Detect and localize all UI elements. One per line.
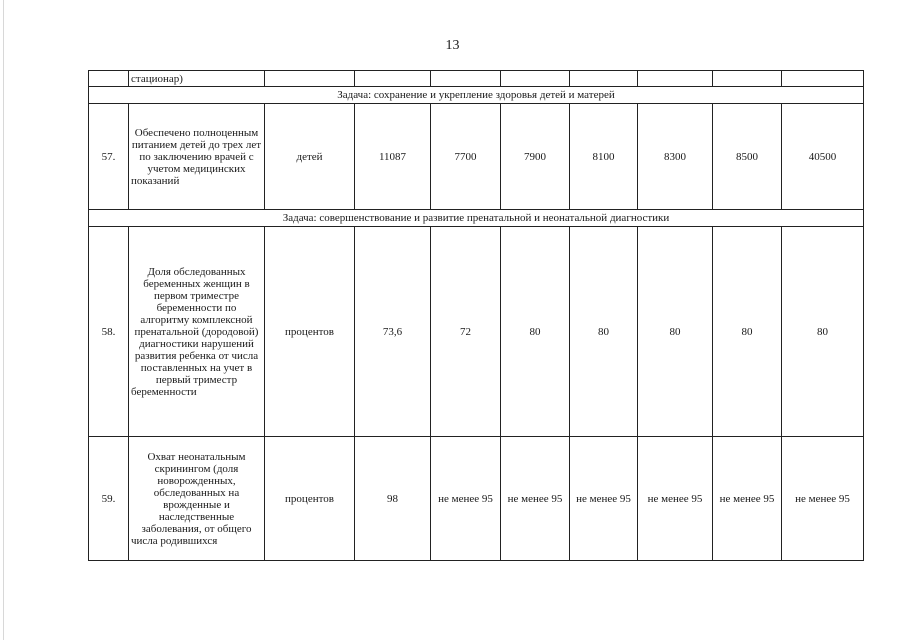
value-cell: 80 — [570, 227, 638, 437]
unit-cell: процентов — [265, 437, 355, 561]
cell-description: стационар) — [129, 71, 265, 87]
cell-empty — [265, 71, 355, 87]
row-number: 59. — [89, 437, 129, 561]
value-cell: 8300 — [638, 104, 713, 210]
indicator-description: Доля обследованных беременных женщин в первом триместре беременности по алгоритму комплексной пренатальной (дородовой) диагностики нарушений развития ребенка от числа поставленных на учет в первый триместр беременности — [129, 227, 265, 437]
value-cell: 8500 — [713, 104, 782, 210]
cell-number — [89, 71, 129, 87]
task-heading: Задача: совершенствование и развитие пренатальной и неонатальной диагностики — [89, 210, 864, 227]
cell-empty — [570, 71, 638, 87]
value-cell: 8100 — [570, 104, 638, 210]
page-number: 13 — [445, 38, 460, 53]
value-cell: не менее 95 — [570, 437, 638, 561]
value-cell: 72 — [431, 227, 501, 437]
value-cell: не менее 95 — [713, 437, 782, 561]
cell-empty — [501, 71, 570, 87]
row-number: 57. — [89, 104, 129, 210]
value-cell: 73,6 — [355, 227, 431, 437]
value-cell: 40500 — [782, 104, 864, 210]
value-cell: 80 — [638, 227, 713, 437]
indicators-table — [88, 70, 864, 561]
table-row — [89, 104, 864, 210]
table-row-continuation — [89, 71, 864, 87]
value-cell: 98 — [355, 437, 431, 561]
value-cell: 80 — [782, 227, 864, 437]
task-heading: Задача: сохранение и укрепление здоровья детей и матерей — [89, 87, 864, 104]
cell-empty — [431, 71, 501, 87]
unit-cell: процентов — [265, 227, 355, 437]
table-row — [89, 437, 864, 561]
cell-empty — [713, 71, 782, 87]
value-cell: не менее 95 — [638, 437, 713, 561]
value-cell: не менее 95 — [501, 437, 570, 561]
unit-cell: детей — [265, 104, 355, 210]
cell-empty — [638, 71, 713, 87]
value-cell: 80 — [713, 227, 782, 437]
value-cell: не менее 95 — [782, 437, 864, 561]
value-cell: не менее 95 — [431, 437, 501, 561]
cell-empty — [355, 71, 431, 87]
cell-empty — [782, 71, 864, 87]
indicator-description: Охват неонатальным скринингом (доля новорожденных, обследованных на врожденные и наследственные заболевания, от общего числа родившихся — [129, 437, 265, 561]
task-row — [89, 210, 864, 227]
table-row — [89, 227, 864, 437]
value-cell: 7900 — [501, 104, 570, 210]
value-cell: 11087 — [355, 104, 431, 210]
indicator-description: Обеспечено полноценным питанием детей до трех лет по заключению врачей с учетом медицинских показаний — [129, 104, 265, 210]
value-cell: 7700 — [431, 104, 501, 210]
scan-edge-line — [3, 0, 4, 640]
row-number: 58. — [89, 227, 129, 437]
value-cell: 80 — [501, 227, 570, 437]
task-row — [89, 87, 864, 104]
